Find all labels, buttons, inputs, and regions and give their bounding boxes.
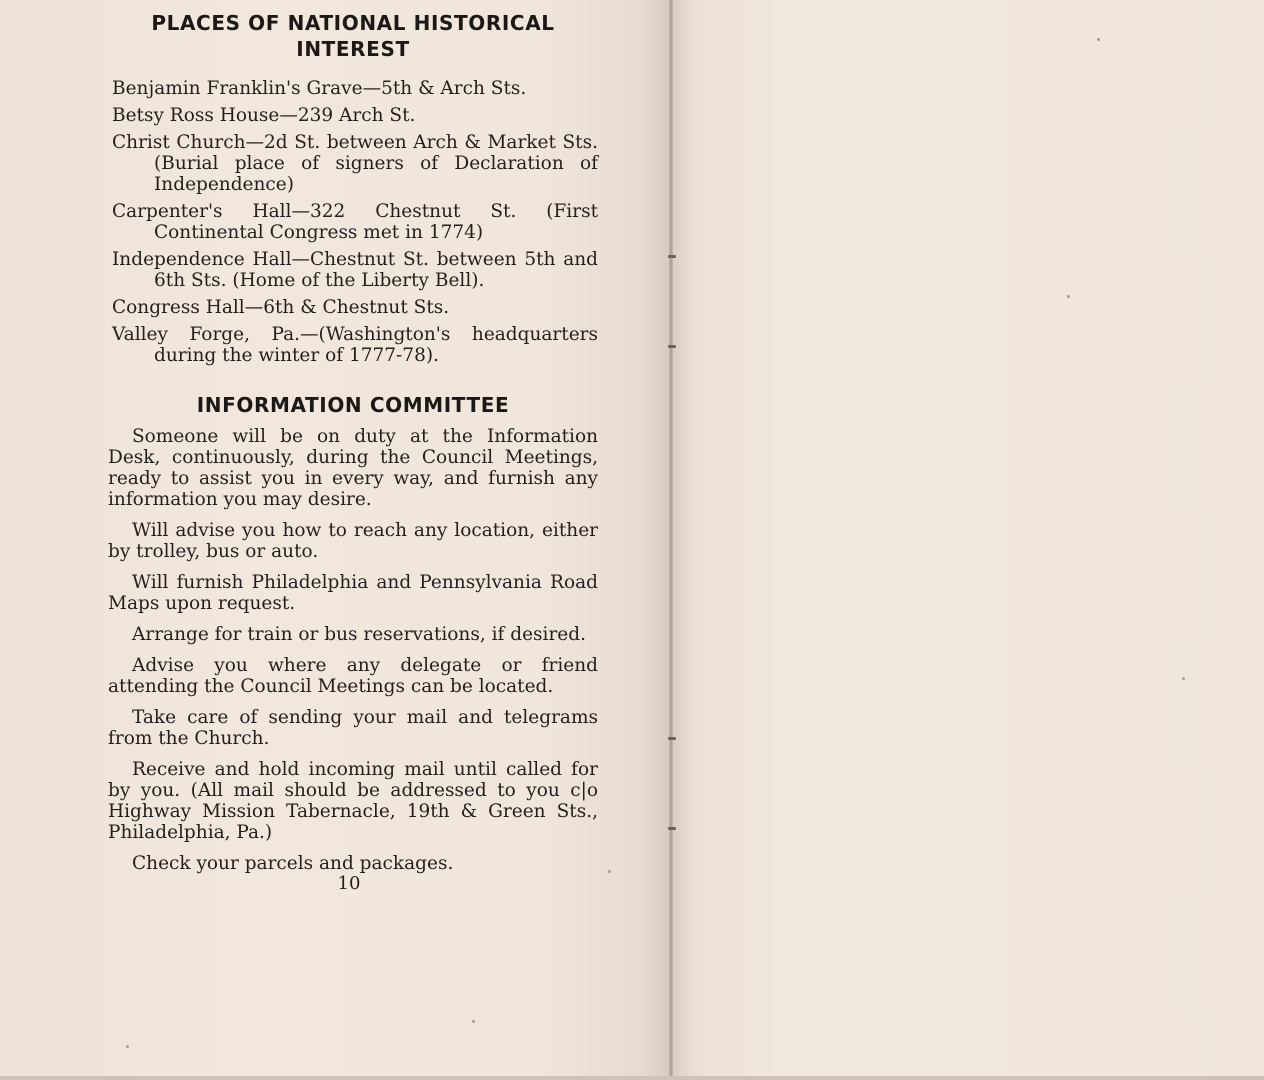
info-paragraph: Check your parcels and packages. bbox=[132, 853, 454, 874]
info-paragraph: Receive and hold incoming mail until called for by you. (All mail should be addressed to you c|o Highway Mission Tabernacle, 19th & Green Sts., Philadelphia, Pa.) bbox=[108, 759, 598, 843]
info-paragraph: Someone will be on duty at the Information Desk, continuously, during the Council Meetings, ready to assist you in every way, and furnish any information you may desire. bbox=[108, 426, 598, 510]
place-item: Valley Forge, Pa.—(Washington's headquarters during the winter of 1777-78). bbox=[112, 324, 598, 366]
place-item: Carpenter's Hall—322 Chestnut St. (First Continental Congress met in 1774) bbox=[112, 201, 598, 243]
info-section bbox=[108, 426, 598, 874]
place-item: Christ Church—2d St. between Arch & Market Sts. (Burial place of signers of Declaration of Independence) bbox=[112, 132, 598, 195]
place-item: Benjamin Franklin's Grave—5th & Arch Sts. bbox=[112, 78, 527, 99]
place-item: Congress Hall—6th & Chestnut Sts. bbox=[112, 297, 450, 318]
staple-mark bbox=[668, 345, 676, 348]
right-page-blank bbox=[672, 0, 1264, 1080]
info-paragraph: Will furnish Philadelphia and Pennsylvania Road Maps upon request. bbox=[108, 572, 598, 614]
page-number: 10 bbox=[337, 873, 361, 894]
info-paragraph: Will advise you how to reach any location, either by trolley, bus or auto. bbox=[108, 520, 598, 562]
staple-mark bbox=[668, 255, 676, 258]
left-page-text bbox=[108, 8, 598, 894]
place-item: Betsy Ross House—239 Arch St. bbox=[112, 105, 416, 126]
info-heading: INFORMATION COMMITTEE bbox=[196, 393, 510, 417]
paper-speck bbox=[1097, 38, 1100, 41]
staple-mark bbox=[668, 737, 676, 740]
paper-speck bbox=[608, 870, 611, 873]
paper-speck bbox=[1182, 677, 1185, 680]
info-paragraph: Take care of sending your mail and telegrams from the Church. bbox=[108, 707, 598, 749]
info-paragraph: Advise you where any delegate or friend attending the Council Meetings can be located. bbox=[108, 655, 598, 697]
paper-speck bbox=[472, 1020, 475, 1023]
paper-speck bbox=[1067, 295, 1070, 298]
place-item: Independence Hall—Chestnut St. between 5th and 6th Sts. (Home of the Liberty Bell). bbox=[112, 249, 598, 291]
places-list bbox=[108, 78, 598, 366]
paper-speck bbox=[126, 1045, 129, 1048]
center-fold bbox=[669, 0, 673, 1080]
places-heading: PLACES OF NATIONAL HISTORICAL INTEREST bbox=[151, 11, 555, 61]
page-bottom-edge bbox=[0, 1076, 1264, 1080]
staple-mark bbox=[668, 827, 676, 830]
info-paragraph: Arrange for train or bus reservations, if desired. bbox=[132, 624, 586, 645]
